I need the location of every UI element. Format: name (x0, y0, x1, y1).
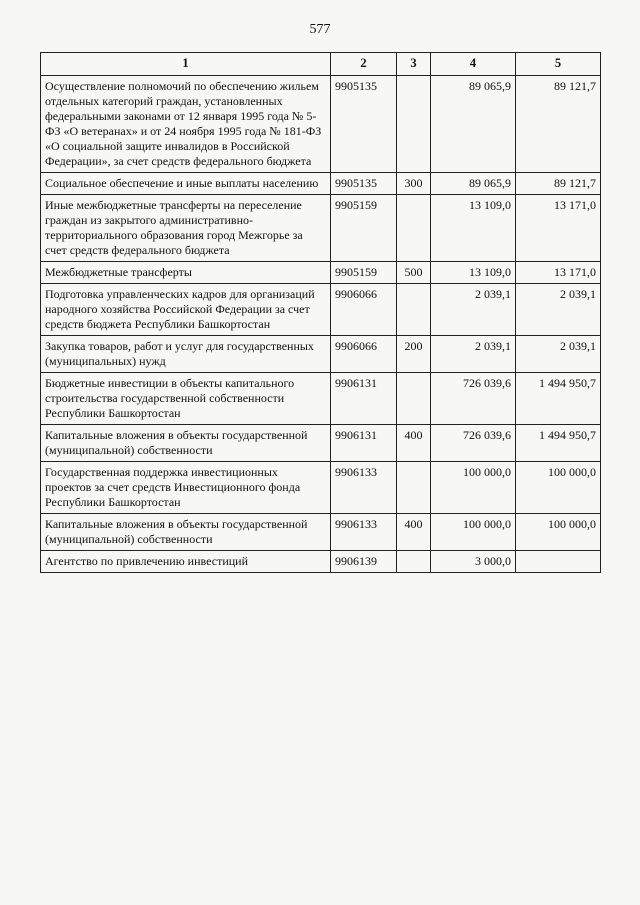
row-code: 9905159 (331, 194, 397, 261)
table-row (41, 194, 601, 261)
row-code: 9905135 (331, 172, 397, 194)
row-value-5: 2 039,1 (516, 283, 601, 335)
row-type (397, 75, 431, 172)
row-type: 400 (397, 513, 431, 550)
row-value-4: 13 109,0 (431, 194, 516, 261)
row-name: Бюджетные инвестиции в объекты капитального строительства государственной собственности Республики Башкортостан (41, 372, 331, 424)
row-code: 9906139 (331, 550, 397, 572)
budget-table (40, 52, 601, 573)
page-number: 577 (309, 22, 331, 37)
row-type (397, 283, 431, 335)
table-row (41, 261, 601, 283)
row-value-4: 89 065,9 (431, 75, 516, 172)
row-type (397, 461, 431, 513)
row-type: 300 (397, 172, 431, 194)
row-code: 9906066 (331, 283, 397, 335)
column-header: 1 (41, 53, 331, 76)
row-code: 9906133 (331, 461, 397, 513)
row-code: 9906131 (331, 424, 397, 461)
column-header: 2 (331, 53, 397, 76)
row-name: Межбюджетные трансферты (41, 261, 331, 283)
row-value-5: 89 121,7 (516, 75, 601, 172)
table-row (41, 550, 601, 572)
row-value-4: 89 065,9 (431, 172, 516, 194)
row-code: 9905135 (331, 75, 397, 172)
table-row (41, 461, 601, 513)
column-header: 3 (397, 53, 431, 76)
row-value-5: 13 171,0 (516, 194, 601, 261)
row-value-4: 100 000,0 (431, 513, 516, 550)
table-row (41, 513, 601, 550)
column-header: 5 (516, 53, 601, 76)
row-value-4: 3 000,0 (431, 550, 516, 572)
row-value-4: 726 039,6 (431, 372, 516, 424)
row-value-5: 100 000,0 (516, 461, 601, 513)
row-name: Государственная поддержка инвестиционных проектов за счет средств Инвестиционного фонда Республики Башкортостан (41, 461, 331, 513)
row-value-5: 13 171,0 (516, 261, 601, 283)
table-row (41, 372, 601, 424)
table-row (41, 283, 601, 335)
row-value-5: 1 494 950,7 (516, 424, 601, 461)
row-code: 9905159 (331, 261, 397, 283)
row-type: 200 (397, 335, 431, 372)
row-type (397, 372, 431, 424)
row-value-4: 2 039,1 (431, 283, 516, 335)
row-name: Подготовка управленческих кадров для организаций народного хозяйства Российской Федерации за счет средств бюджета Республики Башкортостан (41, 283, 331, 335)
table-row (41, 75, 601, 172)
row-name: Социальное обеспечение и иные выплаты населению (41, 172, 331, 194)
table-header-row (41, 53, 601, 76)
row-value-4: 100 000,0 (431, 461, 516, 513)
row-code: 9906131 (331, 372, 397, 424)
row-code: 9906133 (331, 513, 397, 550)
row-value-4: 2 039,1 (431, 335, 516, 372)
row-name: Капитальные вложения в объекты государственной (муниципальной) собственности (41, 513, 331, 550)
row-value-4: 13 109,0 (431, 261, 516, 283)
table-row (41, 424, 601, 461)
row-name: Капитальные вложения в объекты государственной (муниципальной) собственности (41, 424, 331, 461)
row-value-5: 2 039,1 (516, 335, 601, 372)
row-name: Агентство по привлечению инвестиций (41, 550, 331, 572)
row-type (397, 550, 431, 572)
row-code: 9906066 (331, 335, 397, 372)
row-type: 400 (397, 424, 431, 461)
row-name: Осуществление полномочий по обеспечению жильем отдельных категорий граждан, установленных федеральными законами от 12 января 1995 года № 5-ФЗ «О ветеранах» и от 24 ноября 1995 года № 181-ФЗ «О социальной защите инвалидов в Российской Федерации», за счет средств федерального бюджета (41, 75, 331, 172)
row-value-5 (516, 550, 601, 572)
row-name: Закупка товаров, работ и услуг для государственных (муниципальных) нужд (41, 335, 331, 372)
row-value-5: 100 000,0 (516, 513, 601, 550)
row-value-5: 89 121,7 (516, 172, 601, 194)
table-row (41, 172, 601, 194)
row-type (397, 194, 431, 261)
row-value-4: 726 039,6 (431, 424, 516, 461)
row-type: 500 (397, 261, 431, 283)
row-value-5: 1 494 950,7 (516, 372, 601, 424)
column-header: 4 (431, 53, 516, 76)
row-name: Иные межбюджетные трансферты на переселение граждан из закрытого административно-территориального образования город Межгорье за счет средств федерального бюджета (41, 194, 331, 261)
table-row (41, 335, 601, 372)
